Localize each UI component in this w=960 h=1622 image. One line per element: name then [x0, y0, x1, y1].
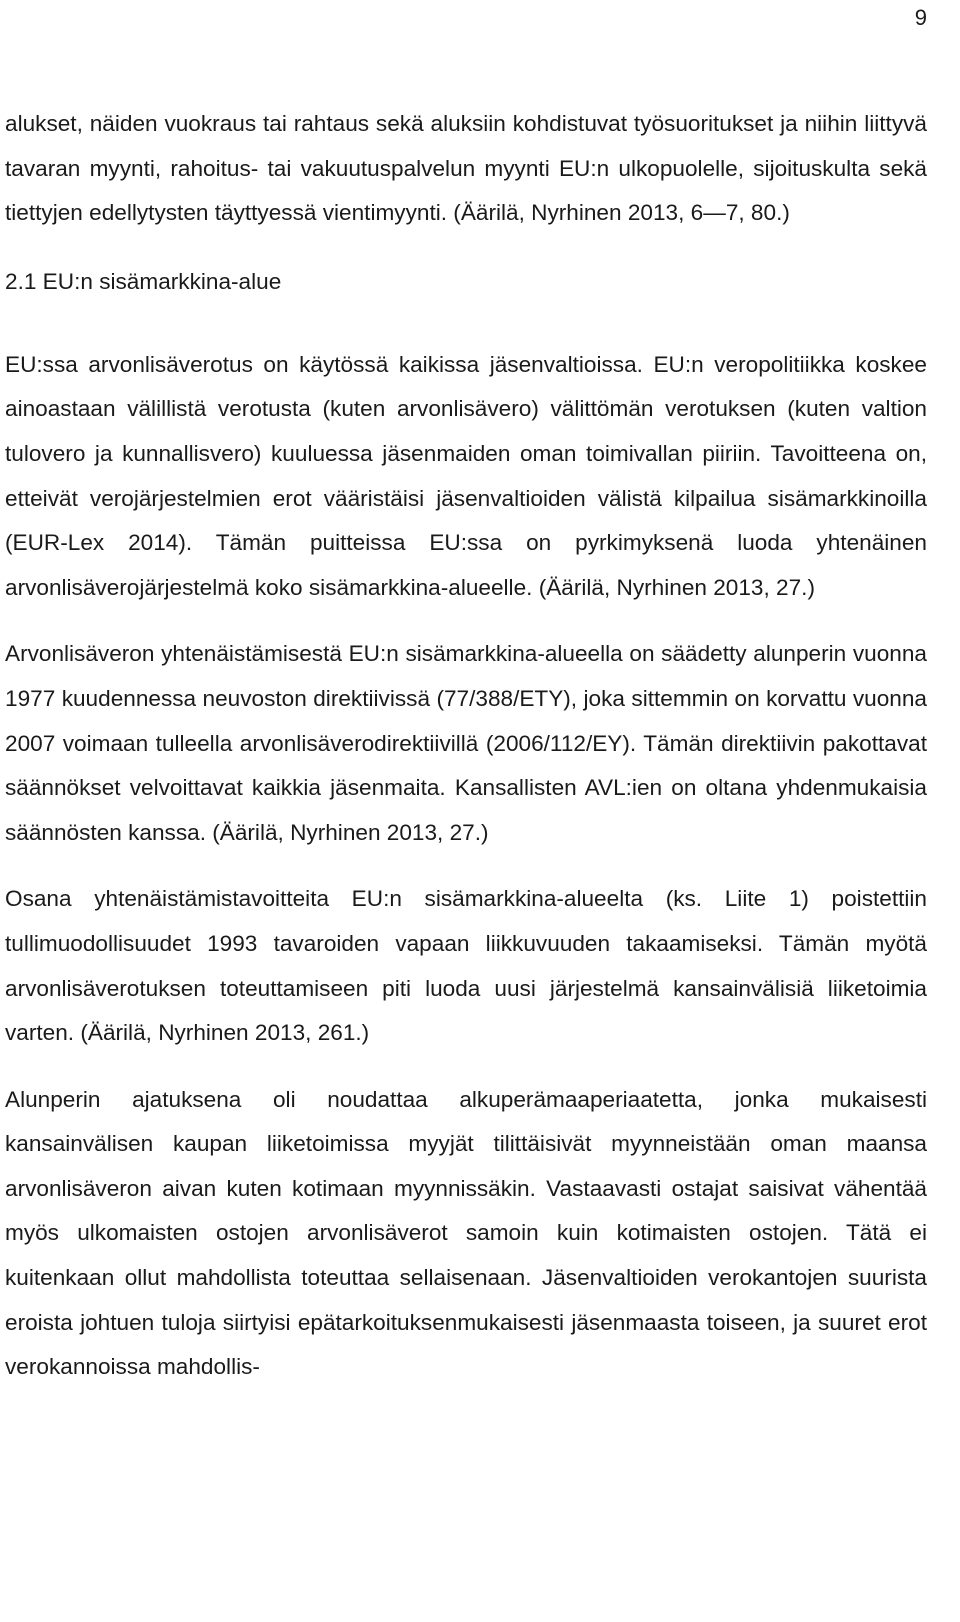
paragraph-4: Osana yhtenäistämistavoitteita EU:n sisämarkkina-alueelta (ks. Liite 1) poistettiin tullimuodollisuudet 1993 tavaroiden vapaan liikkuvuuden takaamiseksi. Tämän myötä arvonlisäverotuksen toteuttamiseen piti luoda uusi järjestelmä kansainvälisiä liiketoimia varten. (Äärilä, Nyrhinen 2013, 261.): [5, 886, 927, 1046]
page-number: 9: [914, 5, 927, 30]
section-heading: 2.1 EU:n sisämarkkina-alue: [5, 268, 282, 294]
paragraph-5: Alunperin ajatuksena oli noudattaa alkuperämaaperiaatetta, jonka mukaisesti kansainvälisen kaupan liiketoimissa myyjät tilittäisivät myynneistään oman maansa arvonlisäveron aivan kuten kotimaan myynnissäkin. Vastaavasti ostajat saisivat vähentää myös ulkomaisten ostojen arvonlisäverot samoin kuin kotimaisten ostojen. Tätä ei kuitenkaan ollut mahdollista toteuttaa sellaisenaan. Jäsenvaltioiden verokantojen suurista eroista johtuen tuloja siirtyisi epätarkoituksenmukaisesti jäsenmaasta toiseen, ja suuret erot verokannoissa mahdollis-: [5, 1086, 927, 1380]
paragraph-2: EU:ssa arvonlisäverotus on käytössä kaikissa jäsenvaltioissa. EU:n veropolitiikka koskee ainoastaan välillistä verotusta (kuten arvonlisävero) välittömän verotuksen (kuten valtion tulovero ja kunnallisvero) kuuluessa jäsenmaiden oman toimivallan piiriin. Tavoitteena on, etteivät verojärjestelmien erot vääristäisi jäsenvaltioiden välistä kilpailua sisämarkkinoilla (EUR-Lex 2014). Tämän puitteissa EU:ssa on pyrkimyksenä luoda yhtenäinen arvonlisäverojärjestelmä koko sisämarkkina-alueelle. (Äärilä, Nyrhinen 2013, 27.): [5, 351, 927, 600]
document-body: [5, 102, 927, 1390]
paragraph-3: Arvonlisäveron yhtenäistämisestä EU:n sisämarkkina-alueella on säädetty alunperin vuonna 1977 kuudennessa neuvoston direktiivissä (77/388/ETY), joka sittemmin on korvattu vuonna 2007 voimaan tulleella arvonlisäverodirektiivillä (2006/112/EY). Tämän direktiivin pakottavat säännökset velvoittavat kaikkia jäsenmaita. Kansallisten AVL:ien on oltana yhdenmukaisia säännösten kanssa. (Äärilä, Nyrhinen 2013, 27.): [5, 641, 927, 845]
paragraph-1: alukset, näiden vuokraus tai rahtaus sekä aluksiin kohdistuvat työsuoritukset ja niihin liittyvä tavaran myynti, rahoitus- tai vakuutuspalvelun myynti EU:n ulkopuolelle, sijoituskulta sekä tiettyjen edellytysten täyttyessä vientimyynti. (Äärilä, Nyrhinen 2013, 6—7, 80.): [5, 111, 927, 226]
